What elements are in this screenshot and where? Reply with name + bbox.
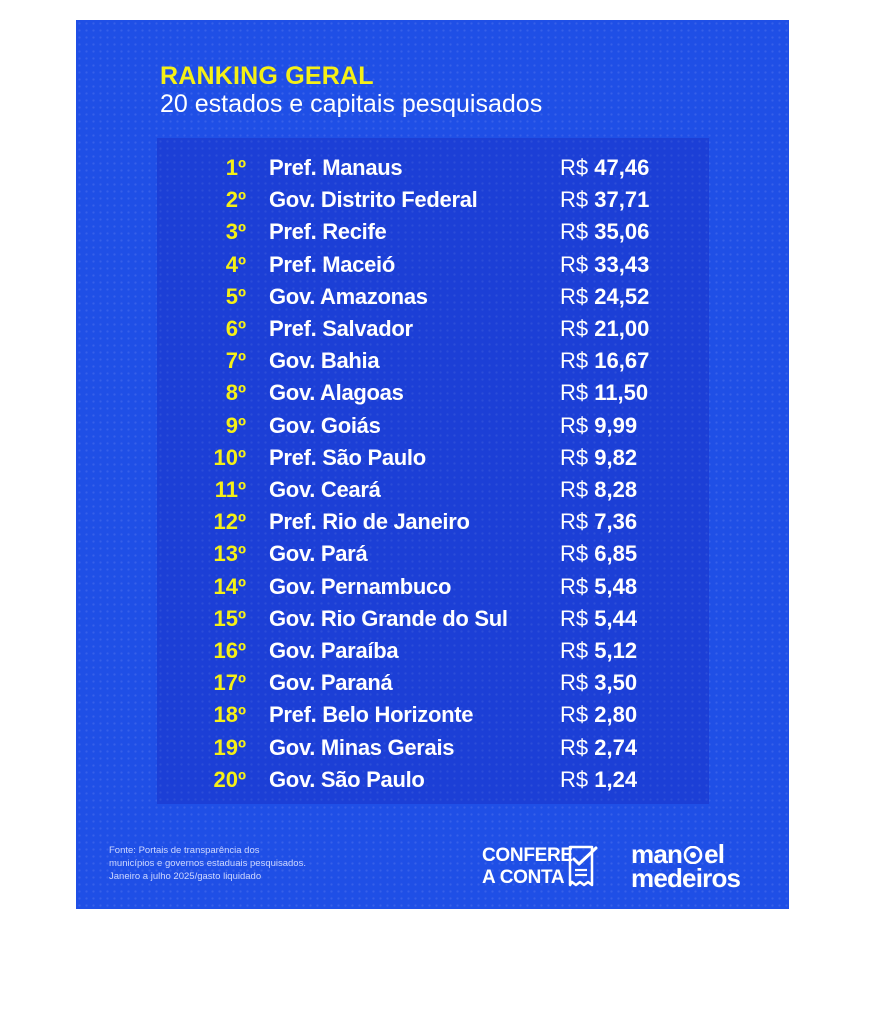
entity-name: Pref. Manaus xyxy=(269,155,403,180)
rank-position: 14º xyxy=(213,573,246,599)
spending-value xyxy=(560,732,637,764)
spending-value xyxy=(560,635,637,667)
amount: 5,48 xyxy=(594,573,638,599)
logo-text-part: medeiros xyxy=(631,863,741,893)
entity-name: Gov. Paraíba xyxy=(269,638,399,663)
entity-name: Gov. Bahia xyxy=(269,348,380,374)
entity-name: Pref. São Paulo xyxy=(269,444,426,470)
rank-position: 4º xyxy=(225,251,246,277)
rank-position: 20º xyxy=(213,766,246,792)
currency-symbol: R$ xyxy=(560,251,589,277)
page-subtitle: 20 estados e capitais pesquisados xyxy=(160,90,543,118)
entity-name: Gov. Amazonas xyxy=(269,283,428,309)
entity-name: Gov. Pernambuco xyxy=(269,573,452,599)
entity-name: Pref. Salvador xyxy=(269,316,413,341)
currency-symbol: R$ xyxy=(560,477,589,502)
currency-symbol: R$ xyxy=(560,283,589,309)
rank-position: 3º xyxy=(225,219,246,245)
ranking-row xyxy=(157,249,709,281)
currency-symbol: R$ xyxy=(560,444,589,470)
logo-text-line: CONFERE xyxy=(482,845,573,866)
currency-symbol: R$ xyxy=(560,766,589,792)
spending-value xyxy=(560,249,649,281)
spending-value xyxy=(560,184,649,216)
ranking-table xyxy=(157,138,709,804)
spending-value xyxy=(560,538,637,570)
amount: 5,44 xyxy=(594,605,638,631)
source-line: Janeiro a julho 2025/gasto liquidado xyxy=(109,871,262,882)
spending-value xyxy=(560,506,637,538)
page-title: RANKING GERAL xyxy=(160,62,374,90)
source-line: Fonte: Portais de transparência dos xyxy=(109,845,260,856)
rank-position: 6º xyxy=(225,316,246,341)
amount: 6,85 xyxy=(594,541,638,567)
ranking-row xyxy=(157,764,709,796)
ranking-row xyxy=(157,474,709,506)
spending-value xyxy=(560,345,649,377)
currency-symbol: R$ xyxy=(560,412,589,438)
rank-position: 16º xyxy=(213,638,246,663)
source-note xyxy=(109,844,369,883)
entity-name: Gov. Distrito Federal xyxy=(269,187,478,213)
rank-position: 2º xyxy=(225,187,246,213)
ranking-card xyxy=(76,20,789,909)
rank-position: 15º xyxy=(213,605,246,631)
amount: 2,80 xyxy=(594,702,638,728)
currency-symbol: R$ xyxy=(560,187,589,213)
rank-position: 19º xyxy=(213,734,246,760)
rank-position: 18º xyxy=(213,702,246,728)
spending-value xyxy=(560,667,637,699)
entity-name: Gov. Ceará xyxy=(269,477,381,502)
ranking-row xyxy=(157,281,709,313)
spending-value xyxy=(560,764,637,796)
entity-name: Pref. Maceió xyxy=(269,251,396,277)
rank-position: 1º xyxy=(225,155,246,180)
amount: 33,43 xyxy=(594,251,650,277)
amount: 8,28 xyxy=(594,477,638,502)
entity-name: Gov. Pará xyxy=(269,541,368,567)
amount: 9,99 xyxy=(594,412,638,438)
amount: 2,74 xyxy=(594,734,638,760)
ranking-row xyxy=(157,152,709,184)
spending-value xyxy=(560,571,637,603)
amount: 5,12 xyxy=(594,638,638,663)
ranking-row xyxy=(157,410,709,442)
ranking-row xyxy=(157,571,709,603)
rank-position: 13º xyxy=(213,541,246,567)
amount: 3,50 xyxy=(594,670,638,696)
ranking-row xyxy=(157,442,709,474)
rank-position: 8º xyxy=(225,380,246,406)
spending-value xyxy=(560,152,649,184)
logo-text-part: el xyxy=(704,839,725,869)
spending-value xyxy=(560,699,637,731)
entity-name: Pref. Belo Horizonte xyxy=(269,702,474,728)
logo-text-part: man xyxy=(631,839,683,869)
checklist-receipt-icon xyxy=(566,845,600,891)
ranking-row xyxy=(157,377,709,409)
rank-position: 11º xyxy=(214,477,246,502)
logo-text-line: A CONTA xyxy=(482,867,565,888)
ranking-row xyxy=(157,345,709,377)
ranking-row xyxy=(157,699,709,731)
spending-value xyxy=(560,377,648,409)
currency-symbol: R$ xyxy=(560,541,589,567)
amount: 35,06 xyxy=(594,219,650,245)
spending-value xyxy=(560,474,637,506)
manoel-medeiros-logo xyxy=(631,839,741,893)
amount: 11,50 xyxy=(594,380,649,406)
rank-position: 9º xyxy=(225,412,246,438)
spending-value xyxy=(560,216,649,248)
amount: 24,52 xyxy=(594,283,650,309)
spending-value xyxy=(560,442,637,474)
currency-symbol: R$ xyxy=(560,573,589,599)
currency-symbol: R$ xyxy=(560,670,589,696)
ranking-row xyxy=(157,184,709,216)
currency-symbol: R$ xyxy=(560,380,589,406)
currency-symbol: R$ xyxy=(560,638,589,663)
amount: 1,24 xyxy=(594,766,638,792)
eye-icon xyxy=(682,846,704,864)
ranking-row xyxy=(157,635,709,667)
ranking-row xyxy=(157,506,709,538)
ranking-row xyxy=(157,603,709,635)
spending-value xyxy=(560,603,637,635)
entity-name: Pref. Recife xyxy=(269,219,387,245)
amount: 9,82 xyxy=(594,444,638,470)
rank-position: 7º xyxy=(225,348,246,374)
currency-symbol: R$ xyxy=(560,605,589,631)
rank-position: 17º xyxy=(213,670,246,696)
rank-position: 12º xyxy=(213,509,246,535)
currency-symbol: R$ xyxy=(560,155,589,180)
entity-name: Gov. Paraná xyxy=(269,670,393,696)
ranking-row xyxy=(157,216,709,248)
confere-a-conta-logo xyxy=(482,845,608,891)
amount: 47,46 xyxy=(594,155,650,180)
spending-value xyxy=(560,410,637,442)
entity-name: Gov. São Paulo xyxy=(269,766,425,792)
ranking-row xyxy=(157,313,709,345)
currency-symbol: R$ xyxy=(560,734,589,760)
rank-position: 5º xyxy=(225,283,246,309)
currency-symbol: R$ xyxy=(560,316,589,341)
source-line: municípios e governos estaduais pesquisados. xyxy=(109,858,306,869)
ranking-row xyxy=(157,538,709,570)
currency-symbol: R$ xyxy=(560,509,589,535)
currency-symbol: R$ xyxy=(560,702,589,728)
entity-name: Pref. Rio de Janeiro xyxy=(269,509,470,535)
spending-value xyxy=(560,313,649,345)
ranking-row xyxy=(157,667,709,699)
entity-name: Gov. Rio Grande do Sul xyxy=(269,605,508,631)
currency-symbol: R$ xyxy=(560,219,589,245)
entity-name: Gov. Alagoas xyxy=(269,380,404,406)
spending-value xyxy=(560,281,649,313)
amount: 16,67 xyxy=(594,348,650,374)
entity-name: Gov. Goiás xyxy=(269,412,381,438)
currency-symbol: R$ xyxy=(560,348,589,374)
rank-position: 10º xyxy=(213,444,246,470)
ranking-row xyxy=(157,732,709,764)
amount: 7,36 xyxy=(594,509,638,535)
amount: 21,00 xyxy=(594,316,650,341)
entity-name: Gov. Minas Gerais xyxy=(269,734,455,760)
amount: 37,71 xyxy=(594,187,650,213)
